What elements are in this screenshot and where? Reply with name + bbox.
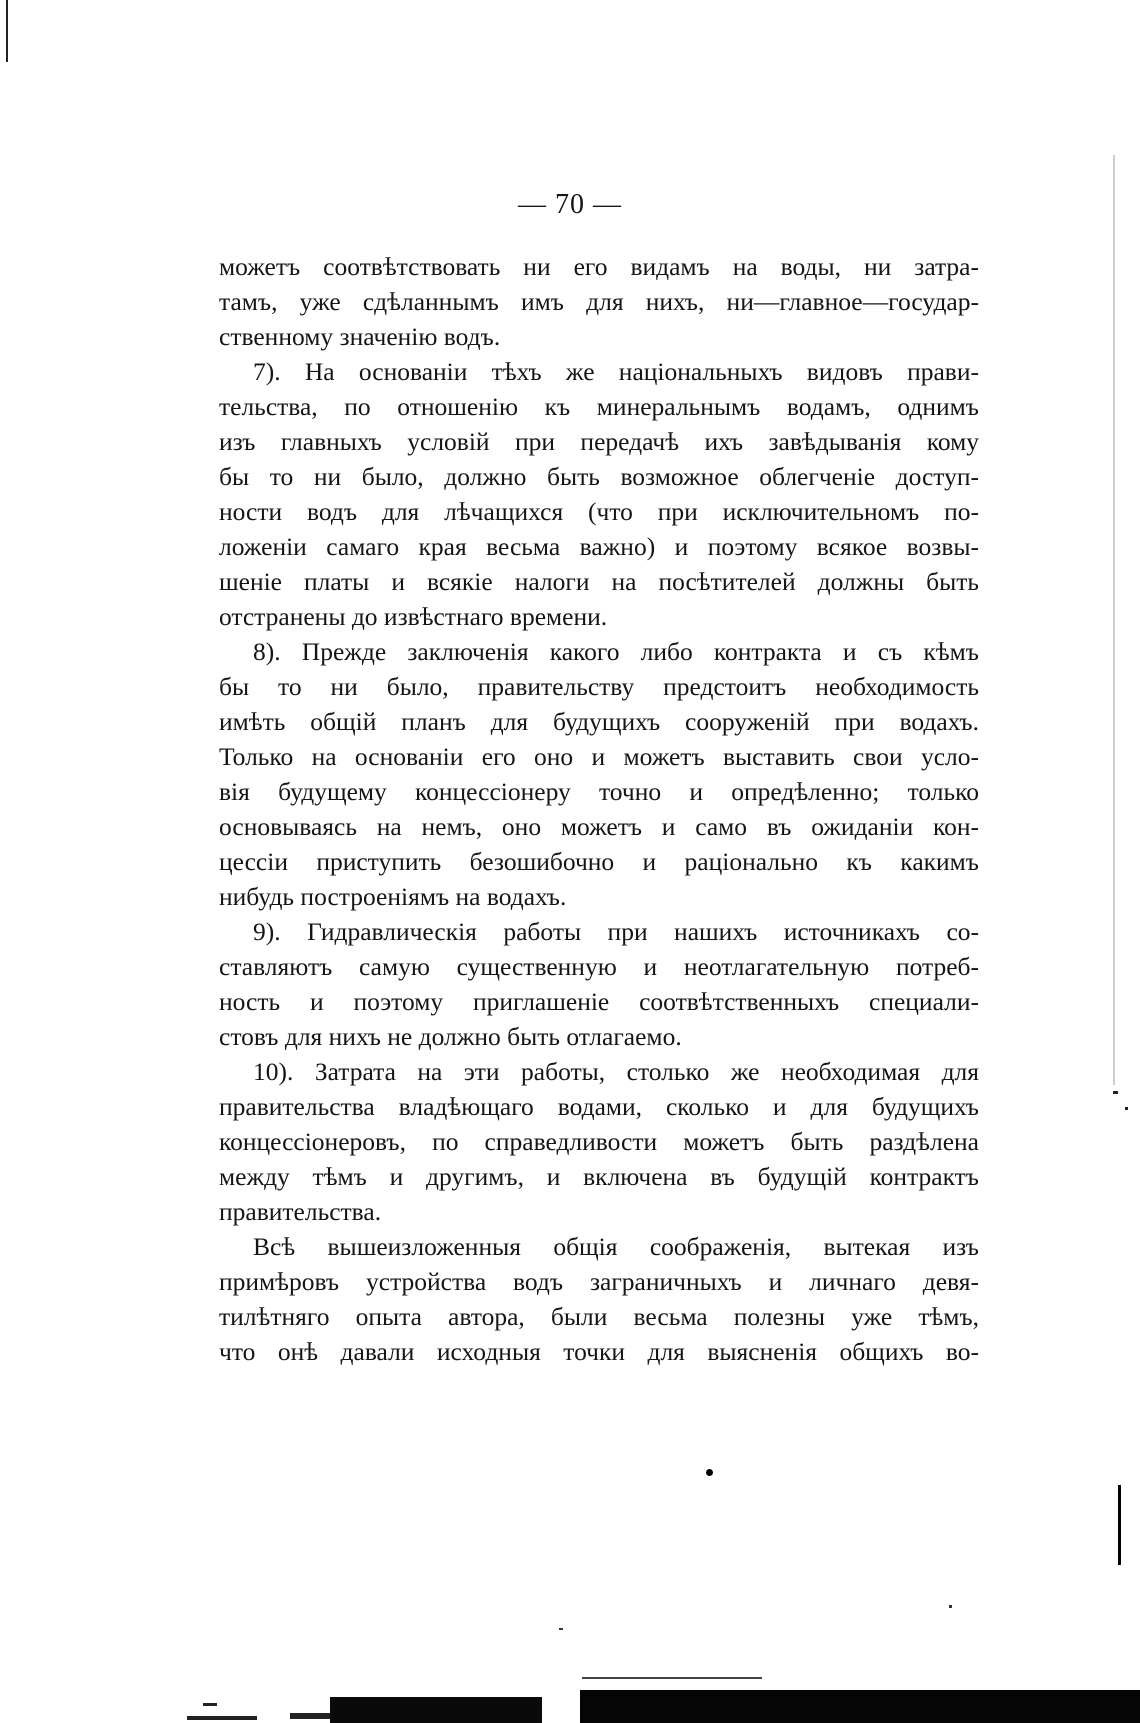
paragraph <box>219 354 979 634</box>
text-line: основываясь на немъ, оно можетъ и само въ ожиданiи кон- <box>219 812 979 841</box>
text-line: 9). Гидравлическiя работы при нашихъ источникахъ со- <box>253 917 979 946</box>
paragraph <box>219 634 979 914</box>
text-line: Всѣ вышеизложенныя общiя соображенiя, вытекая изъ <box>253 1232 979 1261</box>
text-line: изъ главныхъ условiй при передачѣ ихъ завѣдыванiя кому <box>219 427 979 456</box>
scan-edge-right <box>1113 155 1115 1085</box>
text-line: ставляютъ самую существенную и неотлагательную потреб- <box>219 952 979 981</box>
text-line: вiя будущему концессiонеру точно и опредѣленно; только <box>219 777 979 806</box>
scan-streak <box>582 1677 762 1679</box>
text-line: тилѣтняго опыта автора, были весьма полезны уже тѣмъ, <box>219 1302 979 1331</box>
text-line: правительства владѣющаго водами, сколько и для будущихъ <box>219 1092 979 1121</box>
ink-speck <box>1113 1091 1118 1094</box>
text-line: что онѣ давали исходныя точки для выясненiя общихъ во- <box>219 1337 979 1366</box>
paragraph <box>219 249 979 354</box>
scan-mark-right <box>1118 1485 1121 1565</box>
text-line: концессiонеровъ, по справедливости можетъ быть раздѣлена <box>219 1127 979 1156</box>
scan-dash <box>187 1716 257 1720</box>
text-line: шенiе платы и всякiе налоги на посѣтителей должны быть <box>219 567 979 596</box>
scan-shadow-bar <box>330 1697 542 1723</box>
text-line: ственному значенiю водъ. <box>219 322 501 351</box>
text-line: бы то ни было, должно быть возможное облегченiе доступ- <box>219 462 979 491</box>
scan-shadow-bar <box>580 1690 1140 1723</box>
ink-speck <box>559 1628 563 1630</box>
text-line: тамъ, уже сдѣланнымъ имъ для нихъ, ни—главное—государ- <box>219 287 979 316</box>
body-text <box>219 249 979 1369</box>
text-line: ложенiи самаго края весьма важно) и поэтому всякое возвы- <box>219 532 979 561</box>
text-line: Только на основанiи его оно и можетъ выставить свои усло- <box>219 742 979 771</box>
text-line: можетъ соотвѣтствовать ни его видамъ на воды, ни затра- <box>219 252 979 281</box>
text-line: ности водъ для лѣчащихся (что при исключительномъ по- <box>219 497 979 526</box>
text-line: имѣть общiй планъ для будущихъ сооруженiй при водахъ. <box>219 707 979 736</box>
text-line: стовъ для нихъ не должно быть отлагаемо. <box>219 1022 682 1051</box>
text-line: правительства. <box>219 1197 382 1226</box>
text-line: отстранены до извѣстнаго времени. <box>219 602 608 631</box>
text-line: бы то ни было, правительству предстоитъ необходимость <box>219 672 979 701</box>
page-number: — 70 — <box>518 189 622 220</box>
scan-dash <box>203 1703 217 1706</box>
paragraph <box>219 914 979 1054</box>
text-line: цессiи приступить безошибочно и рацiонально къ какимъ <box>219 847 979 876</box>
text-line: 7). На основанiи тѣхъ же нацiональныхъ видовъ прави- <box>253 357 979 386</box>
scan-dash <box>290 1713 330 1719</box>
text-line: 8). Прежде заключенiя какого либо контракта и съ кѣмъ <box>253 637 979 666</box>
ink-dot <box>706 1469 713 1476</box>
ink-speck <box>949 1605 952 1608</box>
text-line: 10). Затрата на эти работы, столько же необходимая для <box>253 1057 979 1086</box>
text-line: нибудь построенiямъ на водахъ. <box>219 882 567 911</box>
text-line: примѣровъ устройства водъ заграничныхъ и личнаго девя- <box>219 1267 979 1296</box>
ink-speck <box>1125 1107 1128 1110</box>
paragraph <box>219 1054 979 1229</box>
text-line: между тѣмъ и другимъ, и включена въ будущiй контрактъ <box>219 1162 979 1191</box>
paragraph <box>219 1229 979 1369</box>
text-line: ность и поэтому приглашенiе соотвѣтственныхъ специали- <box>219 987 979 1016</box>
scan-edge-left <box>6 0 8 62</box>
text-line: тельства, по отношенiю къ минеральнымъ водамъ, однимъ <box>219 392 979 421</box>
